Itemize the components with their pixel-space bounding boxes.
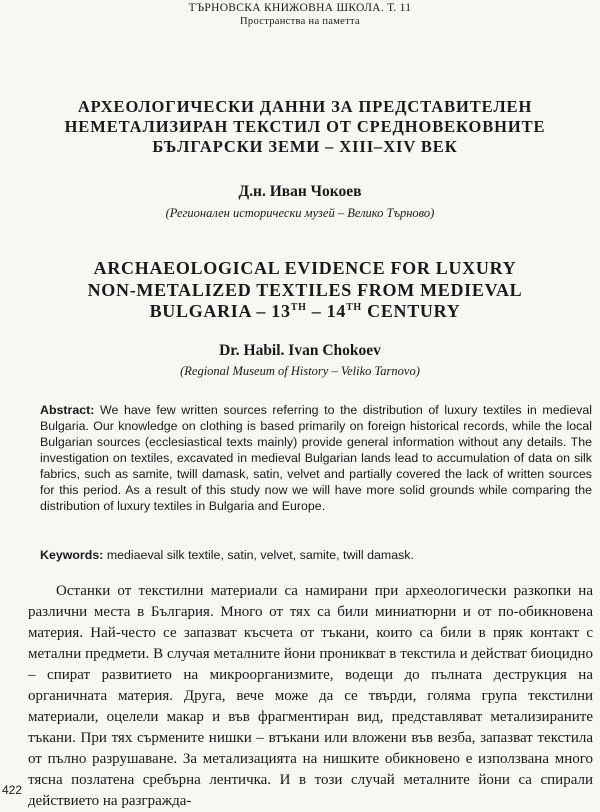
keywords (40, 547, 592, 563)
affiliation-english: (Regional Museum of History – Veliko Tarnovo) (180, 364, 420, 378)
abstract (40, 402, 592, 514)
author-bulgarian: Д.н. Иван Чокоев (238, 183, 362, 200)
keywords-text: mediaeval silk textile, satin, velvet, samite, twill damask. (106, 548, 414, 562)
body-paragraph: Останки от текстилни материали са намирани при археологически разкопки на различни места в България. Много от тях са били миниатюрни и от по-обикновена материя. Най-често се запазват късчета от тъкани, които са били в пряк контакт с метални предмети. В случая металните йони проникват в текстила и действат биоцидно – спират развитието на микроорганизмите, водещи до пълната деструкция на органичната материя. Друга, вече може да се твърди, голяма група текстилни материали, оцелели макар и във фрагментиран вид, представляват метализираните тъкани. При тях сърмените нишки – втъкани или вложени във везба, запазват текстила от пълно разрушаване. За метализацията на нишките обикновено е използвана много тясна позлатена сребърна лентичка. И в този случай металните йони са спирали действието на разграждa- (28, 583, 593, 809)
title-bg-line: АРХЕОЛОГИЧЕСКИ ДАННИ ЗА ПРЕДСТАВИТЕЛЕН (77, 97, 533, 116)
title-en-text: – 14 (306, 301, 347, 321)
page-number: 422 (2, 783, 23, 797)
abstract-label: Abstract: (40, 403, 95, 417)
abstract-text: We have few written sources referring to the distribution of luxury textiles in medieval Bulgaria. Our knowledge on clothing is based primarily on foreign historical records, while the local Bulgarian sources (ecclesiastical texts mainly) provide general information without any details. The investigation on textiles, excavated in medieval Bulgarian lands lead to accumulation of data on silk fabrics, such as samite, twill damask, satin, velvet and partially covered the lack of written sources for this period. As a result of this study now we will have more solid grounds while comparing the distribution of luxury textiles in Bulgaria and Europe. (40, 403, 592, 513)
title-en-line: ARCHAEOLOGICAL EVIDENCE FOR LUXURY (93, 258, 517, 278)
article-title-english (40, 258, 570, 323)
title-en-text: BULGARIA – 13 (149, 301, 291, 321)
title-en-text: CENTURY (361, 301, 461, 321)
running-head (0, 2, 600, 28)
title-bg-line: НЕМЕТАЛИЗИРАН ТЕКСТИЛ ОТ СРЕДНОВЕКОВНИТЕ (64, 117, 546, 136)
title-en-line: NON-METALIZED TEXTILES FROM MEDIEVAL (87, 279, 523, 300)
title-bg-line: БЪЛГАРСКИ ЗЕМИ – XIII–XIV ВЕК (152, 137, 458, 156)
title-en-line (40, 301, 570, 323)
keywords-label: Keywords: (40, 548, 104, 562)
article-title-bulgarian (40, 97, 570, 157)
author-english: Dr. Habil. Ivan Chokoev (219, 342, 381, 359)
title-en-superscript: TH (290, 302, 307, 313)
affiliation-bulgarian: (Регионален исторически музей – Велико Търново) (165, 206, 435, 220)
journal-title: ТЪРНОВСКА КНИЖОВНА ШКОЛА. Т. 11 (188, 2, 412, 14)
section-title: Пространства на паметта (240, 16, 360, 27)
title-en-superscript: TH (346, 302, 362, 313)
